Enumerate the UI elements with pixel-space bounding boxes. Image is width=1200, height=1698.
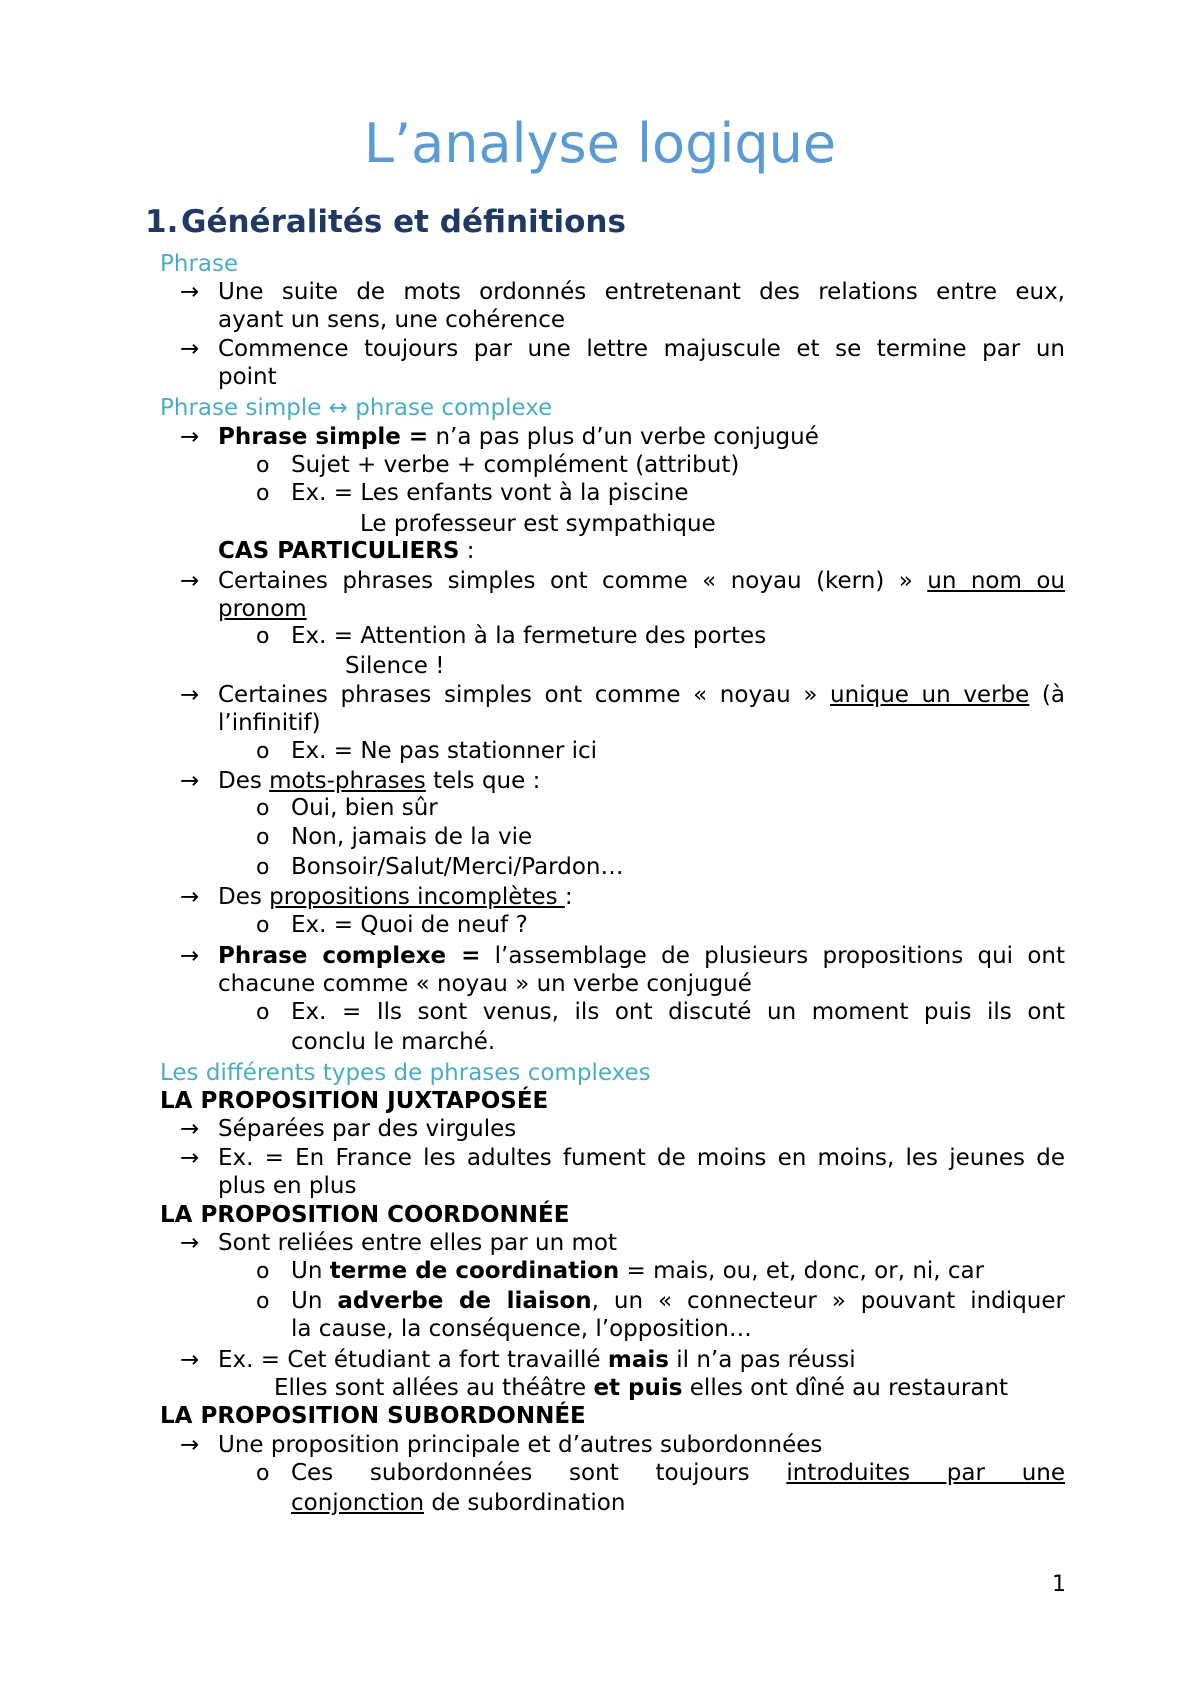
arrow-icon: → bbox=[180, 884, 200, 910]
definition-text: (à bbox=[1029, 682, 1065, 708]
bullet-line bbox=[291, 1459, 1065, 1487]
cas-particuliers-heading bbox=[218, 537, 475, 565]
bullet-icon: o bbox=[256, 825, 270, 850]
bullet-text: , un « connecteur » pouvant indiquer bbox=[591, 1288, 1065, 1314]
definition-line bbox=[218, 942, 1065, 970]
arrow-icon: → bbox=[180, 943, 200, 969]
bullet-icon: o bbox=[256, 1289, 270, 1314]
example-line: Ex. = Les enfants vont à la piscine bbox=[291, 480, 689, 506]
coordonnee-heading: LA PROPOSITION COORDONNÉE bbox=[160, 1202, 570, 1228]
cas-particuliers-colon: : bbox=[459, 538, 475, 564]
definition-line bbox=[218, 595, 307, 623]
definition-text: Des bbox=[218, 768, 270, 794]
definition-line bbox=[218, 567, 1065, 595]
bullet-text: = mais, ou, et, donc, or, ni, car bbox=[619, 1258, 985, 1284]
arrow-icon: → bbox=[180, 1145, 200, 1171]
cas-particuliers-label: CAS PARTICULIERS bbox=[218, 538, 460, 564]
bullet-icon: o bbox=[256, 855, 270, 880]
bullet-line: Oui, bien sûr bbox=[291, 795, 438, 821]
example-text: elles ont dîné au restaurant bbox=[682, 1375, 1009, 1401]
example-line: Ex. = Ils sont venus, ils ont discuté un moment puis ils ont bbox=[291, 999, 1065, 1025]
subheading-phrase: Phrase bbox=[160, 251, 239, 277]
definition-text: l’assemblage de plusieurs propositions qui ont bbox=[480, 943, 1065, 969]
bullet-icon: o bbox=[256, 453, 270, 478]
bullet-text: Un bbox=[291, 1258, 330, 1284]
definition-line: Sont reliées entre elles par un mot bbox=[218, 1230, 618, 1256]
section-title: Généralités et définitions bbox=[181, 204, 626, 240]
arrow-icon: → bbox=[180, 1432, 200, 1458]
bullet-icon: o bbox=[256, 1259, 270, 1284]
definition-line: l’infinitif) bbox=[218, 710, 321, 736]
bullet-line: Non, jamais de la vie bbox=[291, 824, 533, 850]
bullet-icon: o bbox=[256, 624, 270, 649]
arrow-icon: → bbox=[180, 336, 200, 362]
example-line: plus en plus bbox=[218, 1173, 357, 1199]
definition-text: : bbox=[564, 884, 573, 910]
example-text: il n’a pas réussi bbox=[668, 1347, 856, 1373]
bullet-line: Sujet + verbe + complément (attribut) bbox=[291, 452, 740, 478]
section-number: 1. bbox=[145, 204, 179, 240]
definition-line bbox=[218, 423, 819, 451]
bullet-icon: o bbox=[256, 1461, 270, 1486]
definition-line: ayant un sens, une cohérence bbox=[218, 307, 566, 333]
definition-text: Certaines phrases simples ont comme « noyau (kern) » bbox=[218, 568, 928, 594]
definition-line: Une proposition principale et d’autres subordonnées bbox=[218, 1432, 823, 1458]
example-line: Ex. = En France les adultes fument de moins en moins, les jeunes de bbox=[218, 1145, 1065, 1171]
definition-text: n’a pas plus d’un verbe conjugué bbox=[428, 424, 819, 450]
definition-line bbox=[218, 767, 540, 795]
bullet-line bbox=[291, 1489, 625, 1517]
definition-line bbox=[218, 883, 573, 911]
subheading-simple-complexe: Phrase simple ↔ phrase complexe bbox=[160, 395, 553, 421]
term-bold: Phrase simple = bbox=[218, 424, 429, 450]
term-bold: terme de coordination bbox=[329, 1258, 620, 1284]
bullet-icon: o bbox=[256, 796, 270, 821]
definition-line: chacune comme « noyau » un verbe conjugué bbox=[218, 971, 752, 997]
arrow-icon: → bbox=[180, 424, 200, 450]
underlined-text: un nom ou bbox=[927, 568, 1065, 594]
bullet-text: Un bbox=[291, 1288, 338, 1314]
section-heading bbox=[145, 204, 626, 240]
bullet-icon: o bbox=[256, 1000, 270, 1025]
subordonnee-heading: LA PROPOSITION SUBORDONNÉE bbox=[160, 1403, 586, 1429]
bullet-line bbox=[291, 1257, 984, 1285]
definition-line: Une suite de mots ordonnés entretenant des relations entre eux, bbox=[218, 279, 1065, 305]
definition-text: Certaines phrases simples ont comme « noyau » bbox=[218, 682, 831, 708]
arrow-icon: → bbox=[180, 1230, 200, 1256]
example-line: Ex. = Ne pas stationner ici bbox=[291, 738, 598, 764]
arrow-icon: → bbox=[180, 768, 200, 794]
example-continuation: Le professeur est sympathique bbox=[360, 511, 716, 537]
example-continuation bbox=[274, 1374, 1008, 1402]
arrow-icon: → bbox=[180, 1116, 200, 1142]
definition-line: Séparées par des virgules bbox=[218, 1116, 517, 1142]
bullet-line bbox=[291, 1287, 1065, 1315]
underlined-text: introduites par une bbox=[786, 1460, 1066, 1486]
bullet-icon: o bbox=[256, 739, 270, 764]
term-bold: adverbe de liaison bbox=[337, 1288, 592, 1314]
bullet-icon: o bbox=[256, 913, 270, 938]
example-line: conclu le marché. bbox=[291, 1029, 496, 1055]
arrow-icon: → bbox=[180, 1347, 200, 1373]
example-line: Ex. = Attention à la fermeture des portes bbox=[291, 623, 767, 649]
arrow-icon: → bbox=[180, 279, 200, 305]
underlined-text: propositions incomplètes bbox=[269, 884, 565, 910]
document-title: L’analyse logique bbox=[363, 112, 837, 175]
definition-line: point bbox=[218, 364, 277, 390]
term-bold: et puis bbox=[593, 1375, 683, 1401]
bullet-text: Ces subordonnées sont toujours bbox=[291, 1460, 787, 1486]
page-number: 1 bbox=[1052, 1572, 1066, 1597]
arrow-icon: → bbox=[180, 682, 200, 708]
term-bold: Phrase complexe = bbox=[218, 943, 481, 969]
example-continuation: Silence ! bbox=[345, 653, 445, 679]
definition-line: Commence toujours par une lettre majuscule et se termine par un bbox=[218, 336, 1065, 362]
bullet-icon: o bbox=[256, 481, 270, 506]
subheading-types: Les différents types de phrases complexes bbox=[160, 1060, 651, 1086]
bullet-text: de subordination bbox=[424, 1490, 626, 1516]
juxtaposee-heading: LA PROPOSITION JUXTAPOSÉE bbox=[160, 1088, 549, 1114]
example-text: Ex. = Cet étudiant a fort travaillé bbox=[218, 1347, 608, 1373]
definition-text: Des bbox=[218, 884, 270, 910]
arrow-icon: → bbox=[180, 568, 200, 594]
bullet-line: la cause, la conséquence, l’opposition… bbox=[291, 1316, 752, 1342]
example-line: Ex. = Quoi de neuf ? bbox=[291, 912, 528, 938]
underlined-text: unique un verbe bbox=[830, 682, 1030, 708]
bullet-line: Bonsoir/Salut/Merci/Pardon… bbox=[291, 854, 624, 880]
definition-line bbox=[218, 681, 1065, 709]
definition-text: tels que : bbox=[425, 768, 541, 794]
underlined-text: pronom bbox=[218, 596, 307, 622]
example-text: Elles sont allées au théâtre bbox=[274, 1375, 594, 1401]
underlined-text: conjonction bbox=[291, 1490, 425, 1516]
underlined-text: mots-phrases bbox=[269, 768, 426, 794]
example-line bbox=[218, 1346, 856, 1374]
term-bold: mais bbox=[607, 1347, 669, 1373]
